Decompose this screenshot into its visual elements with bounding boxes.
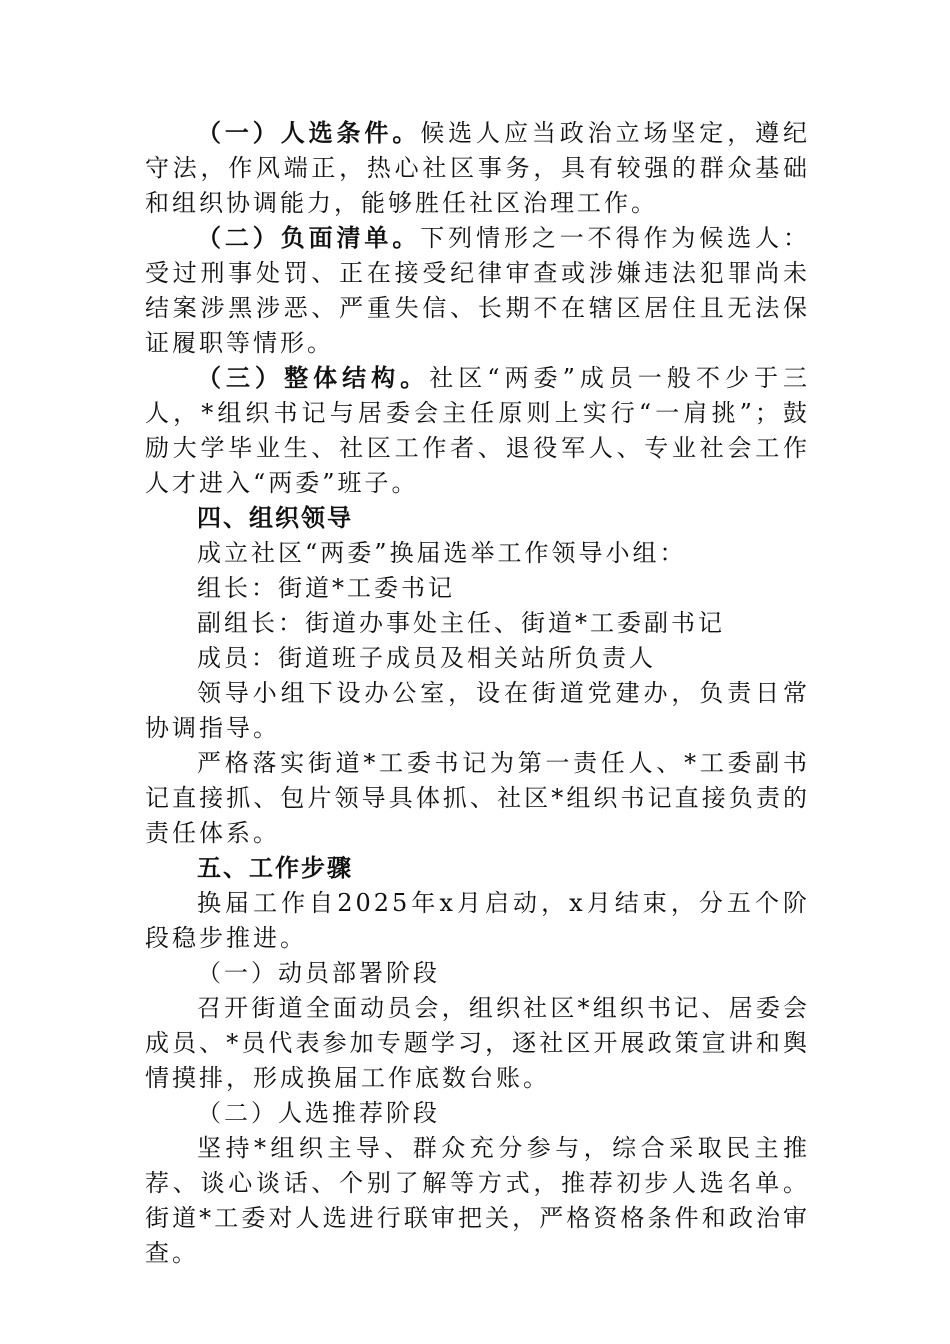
paragraph-deputy-leader: 副组长：街道办事处主任、街道*工委副书记 xyxy=(197,609,725,637)
section-heading-work-steps: 五、工作步骤 xyxy=(197,854,353,882)
paragraph-text: 下列情形之一不得作为候选人：受过刑事处罚、正在接受纪律审查或涉嫌违法犯罪尚未结案涉黑涉恶、严重失信、长期不在辖区居住且无法保证履职等情形。 xyxy=(145,224,811,357)
document-page xyxy=(145,116,810,1271)
paragraph-lead: （三）整体结构。 xyxy=(197,364,430,392)
paragraph-negative-list xyxy=(145,221,810,361)
paragraph-responsibility-system: 严格落实街道*工委书记为第一责任人、*工委副书记直接抓、包片领导具体抓、社区*组织书记直接负责的责任体系。 xyxy=(145,749,810,847)
paragraph-work-steps-intro: 换届工作自2025年x月启动，x月结束，分五个阶段稳步推进。 xyxy=(145,889,810,952)
paragraph-members: 成员：街道班子成员及相关站所负责人 xyxy=(197,644,656,672)
paragraph-lead: （一）人选条件。 xyxy=(197,119,421,147)
paragraph-lead: （二）负面清单。 xyxy=(197,224,421,252)
paragraph-group-leader: 组长：街道*工委书记 xyxy=(197,574,455,602)
paragraph-leadership-group: 成立社区“两委”换届选举工作领导小组： xyxy=(197,539,687,567)
section-heading-leadership: 四、组织领导 xyxy=(197,504,353,532)
paragraph-office: 领导小组下设办公室，设在街道党建办，负责日常协调指导。 xyxy=(145,679,810,742)
subheading-mobilization-stage: （一）动员部署阶段 xyxy=(197,959,440,987)
paragraph-candidate-conditions xyxy=(145,116,810,221)
paragraph-text: 候选人应当政治立场坚定，遵纪守法，作风端正，热心社区事务，具有较强的群众基础和组织协调能力，能够胜任社区治理工作。 xyxy=(145,119,811,217)
paragraph-mobilization-stage: 召开街道全面动员会，组织社区*组织书记、居委会成员、*员代表参加专题学习，逐社区开展政策宣讲和舆情摸排，形成换届工作底数台账。 xyxy=(145,994,810,1092)
paragraph-overall-structure xyxy=(145,361,810,501)
paragraph-text: 社区“两委”成员一般不少于三人，*组织书记与居委会主任原则上实行“一肩挑”；鼓励大学毕业生、社区工作者、退役军人、专业社会工作人才进入“两委”班子。 xyxy=(145,364,811,497)
subheading-candidate-recommendation-stage: （二）人选推荐阶段 xyxy=(197,1099,440,1127)
paragraph-candidate-recommendation-stage: 坚持*组织主导、群众充分参与，综合采取民主推荐、谈心谈话、个别了解等方式，推荐初步人选名单。街道*工委对人选进行联审把关，严格资格条件和政治审查。 xyxy=(145,1134,810,1267)
